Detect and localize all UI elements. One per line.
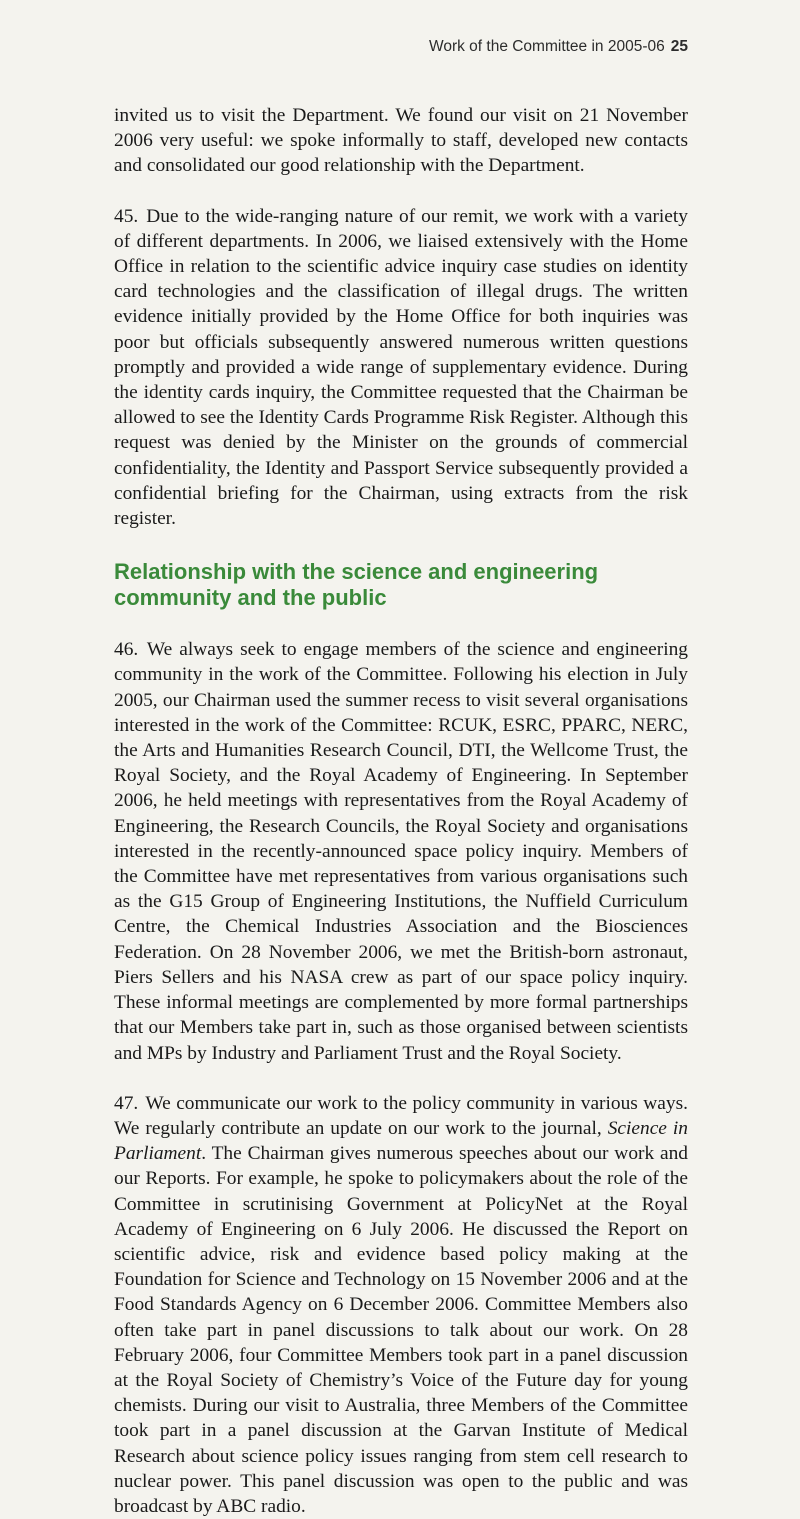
page-number: 25 [670,38,688,55]
paragraph-47 [114,1091,688,1519]
paragraph-45-number: 45. [114,205,139,227]
paragraph-continued: invited us to visit the Department. We found our visit on 21 November 2006 very useful: we spoke informally to staff, developed new contacts and consolidated our good relationship with the Department. [114,105,688,177]
paragraph-45 [114,204,688,532]
paragraph-45-text: Due to the wide-ranging nature of our remit, we work with a variety of different departments. In 2006, we liaised extensively with the Home Office in relation to the scientific advice inquiry case studies on identity card technologies and the classification of illegal drugs. The written evidence initially provided by the Home Office for both inquiries was poor but officials subsequently answered numerous written questions promptly and provided a wide range of supplementary evidence. During the identity cards inquiry, the Committee requested that the Chairman be allowed to see the Identity Cards Programme Risk Register. Although this request was denied by the Minister on the grounds of commercial confidentiality, the Identity and Passport Service subsequently provided a confidential briefing for the Chairman, using extracts from the risk register. [114,205,688,530]
running-header-title: Work of the Committee in 2005-06 [428,38,665,55]
paragraph-46 [114,637,688,1065]
paragraph-46-number: 46. [114,639,139,661]
running-header [114,38,688,56]
paragraph-47-text-b: . The Chairman gives numerous speeches about our work and our Reports. For example, he spoke to policymakers about the role of the Committee in scrutinising Government at PolicyNet at the Royal Academy of Engineering on 6 July 2006. He discussed the Report on scientific advice, risk and evidence based policy making at the Foundation for Science and Technology on 15 November 2006 and at the Food Standards Agency on 6 December 2006. Committee Members also often take part in panel discussions to talk about our work. On 28 February 2006, four Committee Members took part in a panel discussion at the Royal Society of Chemistry’s Voice of the Future day for young chemists. During our visit to Australia, three Members of the Committee took part in a panel discussion at the Garvan Institute of Medical Research about science policy issues ranging from stem cell research to nuclear power. This panel discussion was open to the public and was broadcast by ABC radio. [114,1143,688,1517]
section-heading: Relationship with the science and engineering community and the public [114,559,599,611]
paragraph-46-text: We always seek to engage members of the science and engineering community in the work of the Committee. Following his election in July 2005, our Chairman used the summer recess to visit several organisations interested in the work of the Committee: RCUK, ESRC, PPARC, NERC, the Arts and Humanities Research Council, DTI, the Wellcome Trust, the Royal Society, and the Royal Academy of Engineering. In September 2006, he held meetings with representatives from the Royal Academy of Engineering, the Research Councils, the Royal Society and organisations interested in the recently-announced space policy inquiry. Members of the Committee have met representatives from various organisations such as the G15 Group of Engineering Institutions, the Nuffield Curriculum Centre, the Chemical Industries Association and the Biosciences Federation. On 28 November 2006, we met the British-born astronaut, Piers Sellers and his NASA crew as part of our space policy inquiry. These informal meetings are complemented by more formal partnerships that our Members take part in, such as those organised between scientists and MPs by Industry and Parliament Trust and the Royal Society. [114,639,689,1064]
journal-title: Science in Parliament [114,1117,689,1165]
paragraph-47-number: 47. [114,1092,139,1114]
paragraph-47-text-a: We communicate our work to the policy community in various ways. We regularly contribute an update on our work to the journal, [114,1092,688,1139]
